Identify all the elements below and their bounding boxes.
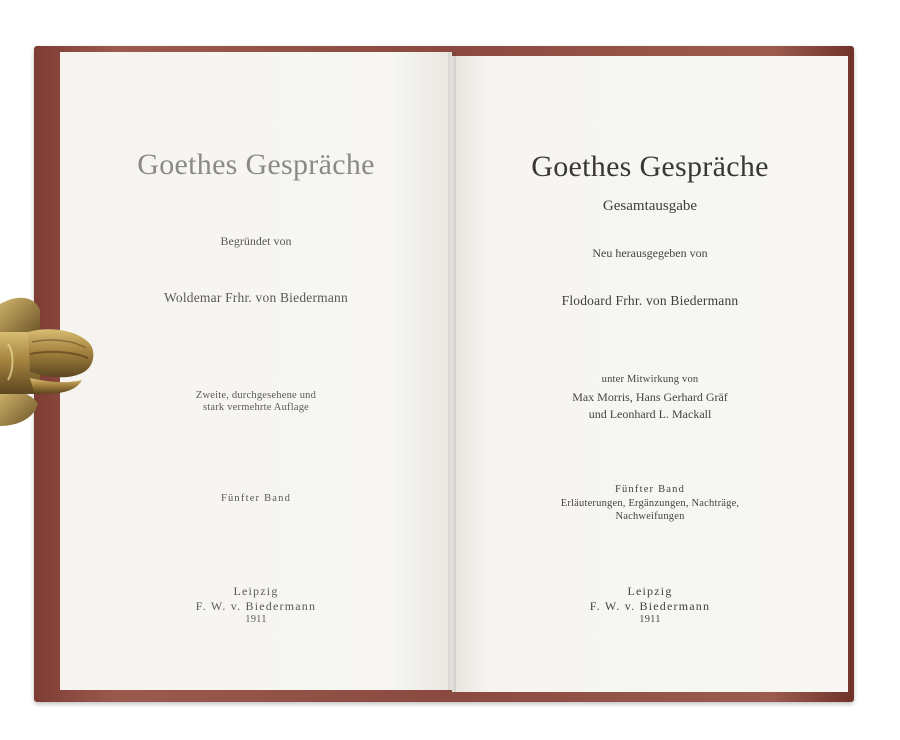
right-contents-line-1: Erläuterungen, Ergänzungen, Nachträge, bbox=[560, 498, 740, 509]
right-place: Leipzig bbox=[627, 584, 673, 598]
right-contents-line-2: Nachweifungen bbox=[615, 511, 685, 522]
right-collab-label: unter Mitwirkung von bbox=[601, 374, 699, 385]
right-collab-line-2: und Leonhard L. Mackall bbox=[588, 407, 712, 421]
left-publisher: F. W. v. Biedermann bbox=[195, 599, 317, 613]
right-page-title: Goethes Gespräche bbox=[531, 150, 769, 183]
left-place: Leipzig bbox=[233, 584, 279, 598]
right-subtitle: Gesamtausgabe bbox=[602, 198, 698, 214]
left-year: 1911 bbox=[245, 614, 267, 625]
book-clip-icon bbox=[0, 292, 96, 432]
right-edited-by-label: Neu herausgegeben von bbox=[592, 246, 708, 260]
left-founder-name: Woldemar Frhr. von Biedermann bbox=[164, 290, 348, 305]
left-edition-line-2: stark vermehrte Auflage bbox=[202, 402, 310, 413]
right-editor-name: Flodoard Frhr. von Biedermann bbox=[561, 293, 739, 308]
left-founded-by-label: Begründet von bbox=[220, 234, 292, 248]
right-page bbox=[452, 56, 848, 692]
right-publisher: F. W. v. Biedermann bbox=[589, 599, 711, 613]
right-collab-line-1: Max Morris, Hans Gerhard Gräf bbox=[572, 390, 728, 404]
book-gutter bbox=[448, 52, 456, 692]
left-page-title: Goethes Gespräche bbox=[137, 148, 375, 181]
left-page bbox=[60, 52, 452, 690]
right-volume: Fünfter Band bbox=[614, 484, 686, 495]
left-volume: Fünfter Band bbox=[220, 493, 292, 504]
right-year: 1911 bbox=[639, 614, 661, 625]
left-edition-line-1: Zweite, durchgesehene und bbox=[195, 390, 317, 401]
